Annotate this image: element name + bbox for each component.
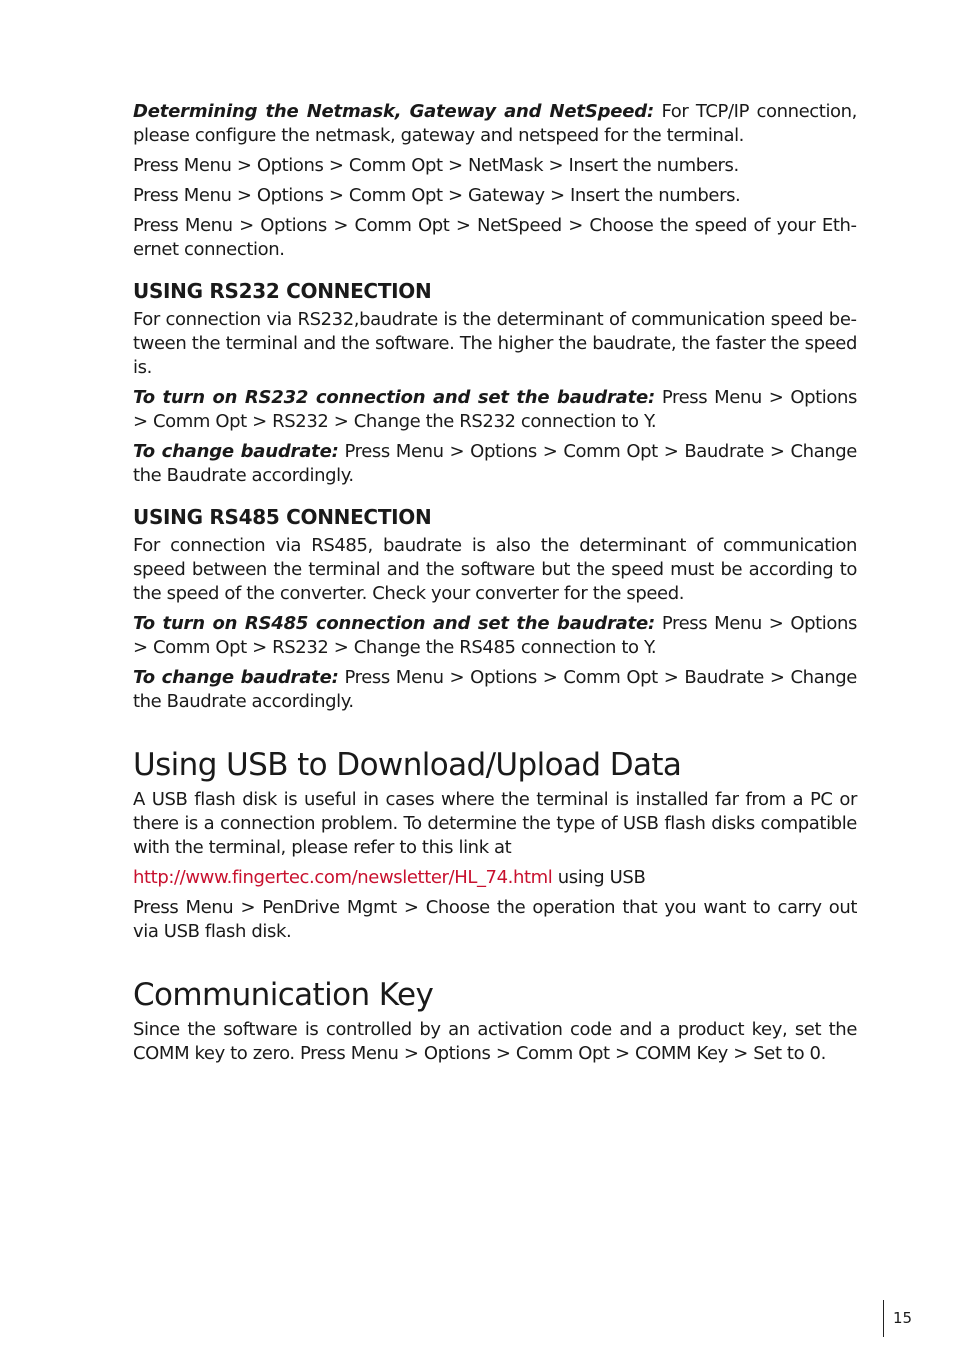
rs232-baud-text: Press Menu > Options > Comm Opt > Baudrate > Change the Baudrate accordingly. (133, 441, 857, 486)
rs485-turn-on-paragraph (133, 612, 857, 660)
netmask-paragraph (133, 100, 857, 148)
netmask-lead-text: For TCP/IP connection, please configure the netmask, gateway and netspeed for the terminal. (133, 101, 857, 146)
rs232-turn-on-lead: To turn on RS232 connection and set the baudrate: (133, 387, 655, 408)
netmask-lead: Determining the Netmask, Gateway and NetSpeed: (133, 101, 654, 122)
rs232-heading: USING RS232 CONNECTION (133, 279, 432, 303)
usb-intro: A USB flash disk is useful in cases where the terminal is installed far from a PC or there is a connection problem. To determine the type of USB flash disks compatible with the terminal, please refer to this link at (133, 789, 857, 858)
usb-link-paragraph (133, 866, 857, 890)
rs232-baud-lead: To change baudrate: (133, 441, 339, 462)
comm-key-text: Since the software is controlled by an activation code and a product key, set the COMM key to zero. Press Menu > Options > Comm Opt > COMM Key > Set to 0. (133, 1019, 857, 1064)
rs485-baud-paragraph (133, 666, 857, 714)
fingertec-newsletter-link[interactable]: http://www.fingertec.com/newsletter/HL_74.html (133, 867, 553, 888)
rs232-baud-paragraph (133, 440, 857, 488)
rs485-baud-lead: To change baudrate: (133, 667, 339, 688)
gateway-step: Press Menu > Options > Comm Opt > Gateway > Insert the numbers. (133, 185, 741, 206)
rs485-baud-text: Press Menu > Options > Comm Opt > Baudrate > Change the Baudrate accordingly. (133, 667, 857, 712)
page-number: 15 (883, 1300, 912, 1337)
usb-heading: Using USB to Download/Upload Data (133, 747, 682, 783)
usb-link-suffix: using USB (552, 867, 646, 888)
rs232-intro: For connection via RS232,baudrate is the determinant of communication speed between the terminal and the software. The higher the baudrate, the faster the speed is. (133, 309, 857, 378)
netmask-step: Press Menu > Options > Comm Opt > NetMask > Insert the numbers. (133, 155, 739, 176)
usb-steps: Press Menu > PenDrive Mgmt > Choose the operation that you want to carry out via USB flash disk. (133, 897, 857, 942)
rs485-heading: USING RS485 CONNECTION (133, 505, 432, 529)
rs232-turn-on-paragraph (133, 386, 857, 434)
netspeed-step: Press Menu > Options > Comm Opt > NetSpeed > Choose the speed of your Ethernet connection. (133, 215, 857, 260)
rs485-intro: For connection via RS485, baudrate is also the determinant of communication speed between the terminal and the software but the speed must be according to the speed of the converter. Check your converter for the speed. (133, 535, 857, 604)
rs485-turn-on-lead: To turn on RS485 connection and set the baudrate: (133, 613, 655, 634)
rs232-turn-on-text: Press Menu > Options > Comm Opt > RS232 > Change the RS232 connection to Y. (133, 387, 857, 432)
comm-key-heading: Communication Key (133, 977, 434, 1013)
rs485-turn-on-text: Press Menu > Options > Comm Opt > RS232 > Change the RS485 connection to Y. (133, 613, 857, 658)
page-content (133, 100, 857, 1072)
